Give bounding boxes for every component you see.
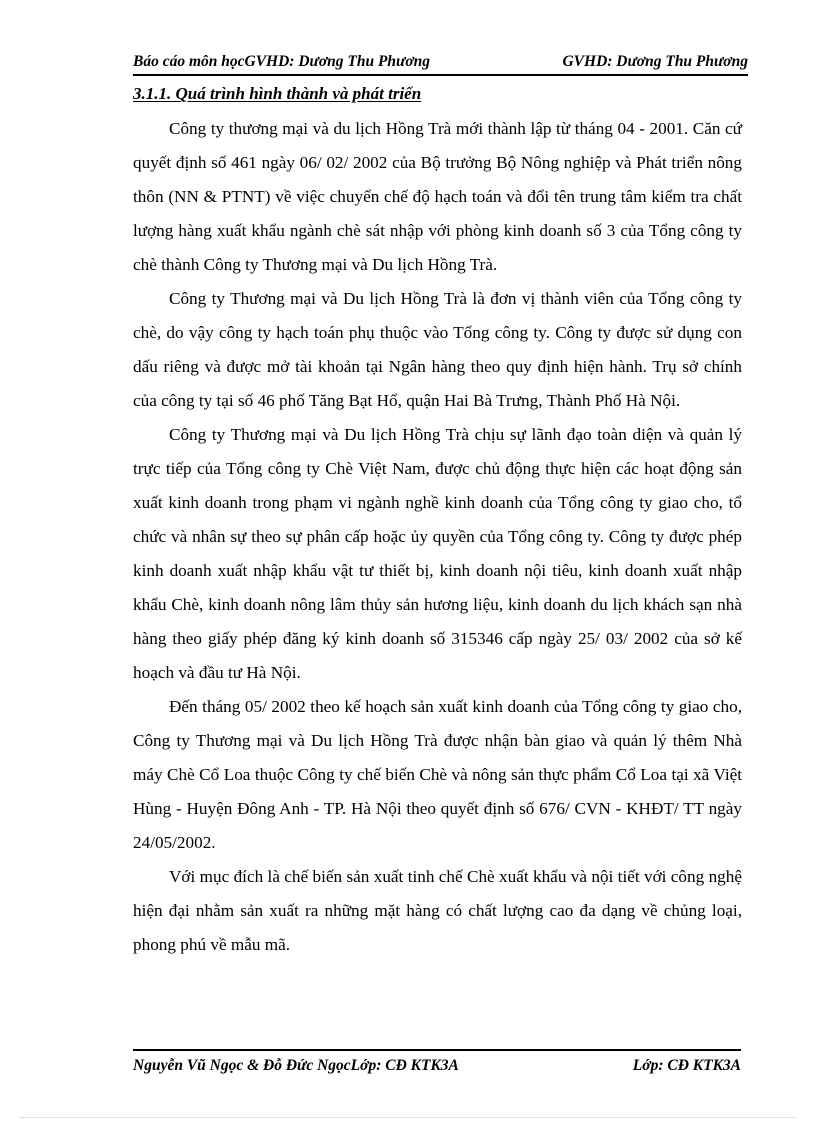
paragraph-3: Công ty Thương mại và Du lịch Hồng Trà chịu sự lãnh đạo toàn diện và quản lý trực tiếp của Tổng công ty Chè Việt Nam, được chủ động thực hiện các hoạt động sản xuất kinh doanh trong phạm vi ngành nghề kinh doanh của Tổng công ty giao cho, tổ chức và nhân sự theo sự phân cấp hoặc ủy quyền của Tổng công ty. Công ty được phép kinh doanh xuất nhập khẩu vật tư thiết bị, kinh doanh nội tiêu, kinh doanh xuất nhập khẩu Chè, kinh doanh nông lâm thủy sản hương liệu, kinh doanh du lịch khách sạn nhà hàng theo giấy phép đăng ký kinh doanh số 315346 cấp ngày 25/ 03/ 2002 của sở kế hoạch và đầu tư Hà Nội. — [133, 425, 742, 682]
paragraph-2: Công ty Thương mại và Du lịch Hồng Trà là đơn vị thành viên của Tổng công ty chè, do vậy công ty hạch toán phụ thuộc vào Tổng công ty. Công ty được sử dụng con dấu riêng và được mở tài khoản tại Ngân hàng theo quy định hiện hành. Trụ sở chính của công ty tại số 46 phố Tăng Bạt Hổ, quận Hai Bà Trưng, Thành Phố Hà Nội. — [133, 289, 742, 410]
page-header — [133, 52, 748, 76]
paragraph-5: Với mục đích là chế biến sản xuất tinh chế Chè xuất khẩu và nội tiết với công nghệ hiện đại nhằm sản xuất ra những mặt hàng có chất lượng cao đa dạng về chủng loại, phong phú về mẫu mã. — [133, 867, 742, 954]
footer-right-text: Lớp: CĐ KTK3A — [632, 1057, 741, 1074]
document-body — [133, 112, 742, 962]
paragraph-4: Đến tháng 05/ 2002 theo kế hoạch sản xuất kinh doanh của Tổng công ty giao cho, Công ty Thương mại và Du lịch Hồng Trà được nhận bàn giao và quản lý thêm Nhà máy Chè Cổ Loa thuộc Công ty chế biến Chè và nông sản thực phẩm Cổ Loa tại xã Việt Hùng - Huyện Đông Anh - TP. Hà Nội theo quyết định số 676/ CVN - KHĐT/ TT ngày 24/05/2002. — [133, 697, 742, 852]
section-heading: 3.1.1. Quá trình hình thành và phát triển — [133, 84, 422, 103]
paragraph-1: Công ty thương mại và du lịch Hồng Trà mới thành lập từ tháng 04 - 2001. Căn cứ quyết định số 461 ngày 06/ 02/ 2002 của Bộ trưởng Bộ Nông nghiệp và Phát triển nông thôn (NN & PTNT) về việc chuyển chế độ hạch toán và đổi tên trung tâm kiểm tra chất lượng hàng xuất khẩu ngành chè sát nhập với phòng kinh doanh số 3 của Tổng công ty chè thành Công ty Thương mại và Du lịch Hồng Trà. — [133, 119, 742, 274]
footer-left-text: Nguyễn Vũ Ngọc & Đỗ Đức NgọcLớp: CĐ KTK3A — [133, 1057, 459, 1074]
header-left-text: Báo cáo môn họcGVHD: Dương Thu Phương — [133, 53, 431, 70]
header-right-text: GVHD: Dương Thu Phương — [562, 53, 748, 70]
page-bottom-divider — [20, 1117, 796, 1118]
page-footer — [133, 1049, 741, 1079]
